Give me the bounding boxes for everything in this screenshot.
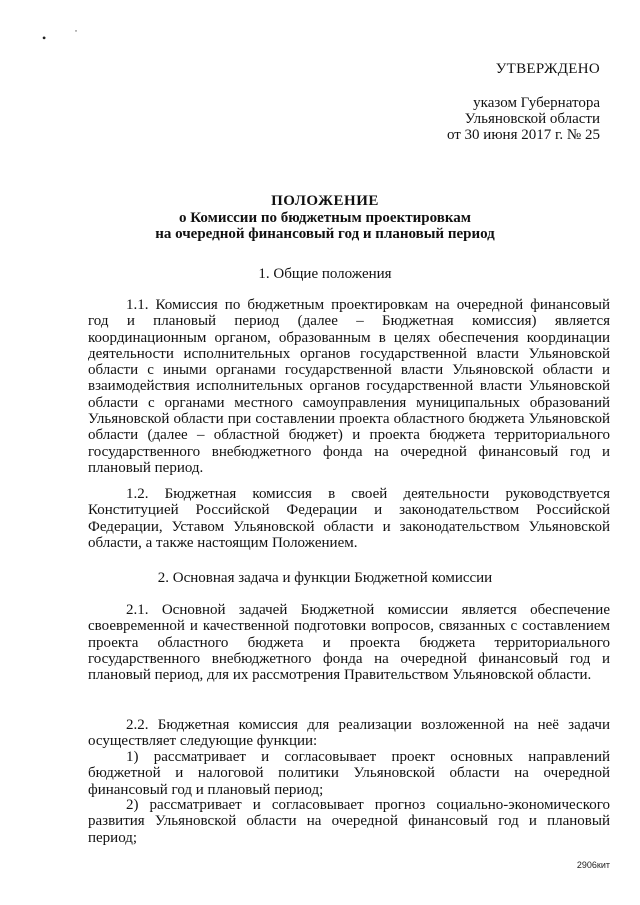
document-title <box>60 193 590 243</box>
function-item-1: 1) рассматривает и согласовывает проект основных направлений бюджетной и налоговой политики Ульяновской области на очередной финансовый год и плановый период; <box>88 749 610 798</box>
paragraph-2-1: 2.1. Основной задачей Бюджетной комиссии является обеспечение своевременной и качественной подготовки вопросов, связанных с составлением проекта областного бюджета и проекта бюджета территориального государственного внебюджетного фонда на очередной финансовый год и плановый период, для их рассмотрения Правительством Ульяновской области. <box>88 602 610 684</box>
paragraph-1-1: 1.1. Комиссия по бюджетным проектировкам на очередной финансовый год и плановый период (далее – Бюджетная комиссия) является координационным органом, образованным в целях обеспечения координации деятельности исполнительных органов государственной власти Ульяновской области с иными органами государственной власти Ульяновской области и взаимодействия исполнительных органов государственной власти Ульяновской области с органами местного самоуправления муниципальных образований Ульяновской области при составлении проекта областного бюджета Ульяновской области (далее – областной бюджет) и проекта бюджета территориального государственного внебюджетного фонда на очередной финансовый год и плановый период. <box>88 297 610 476</box>
footer-code: 2906кит <box>576 860 610 870</box>
paragraph-1-2: 1.2. Бюджетная комиссия в своей деятельности руководствуется Конституцией Российской Федерации и законодательством Российской Федерации, Уставом Ульяновской области и законодательством Ульяновской области, а также настоящим Положением. <box>88 486 610 551</box>
approved-label: УТВЕРЖДЕНО <box>495 61 600 77</box>
scan-mark: ˙ <box>74 27 78 41</box>
approval-date: от 30 июня 2017 г. № 25 <box>446 127 600 143</box>
section-heading: 1. Общие положения <box>258 266 392 282</box>
title-line: на очередной финансовый год и плановый период <box>155 226 495 242</box>
scan-mark: • <box>42 31 47 45</box>
title-main: ПОЛОЖЕНИЕ <box>271 193 379 209</box>
title-line: о Комиссии по бюджетным проектировкам <box>179 209 471 226</box>
approval-line: указом Губернатора <box>473 95 600 111</box>
approval-line: Ульяновской области <box>464 111 600 127</box>
section-heading: 2. Основная задача и функции Бюджетной комиссии <box>157 570 493 586</box>
function-item-2: 2) рассматривает и согласовывает прогноз социально-экономического развития Ульяновской области на очередной финансовый год и плановый период; <box>88 797 610 846</box>
approval-block <box>447 61 600 143</box>
paragraph-2-2: 2.2. Бюджетная комиссия для реализации возложенной на неё задачи осуществляет следующие функции: <box>88 717 610 750</box>
